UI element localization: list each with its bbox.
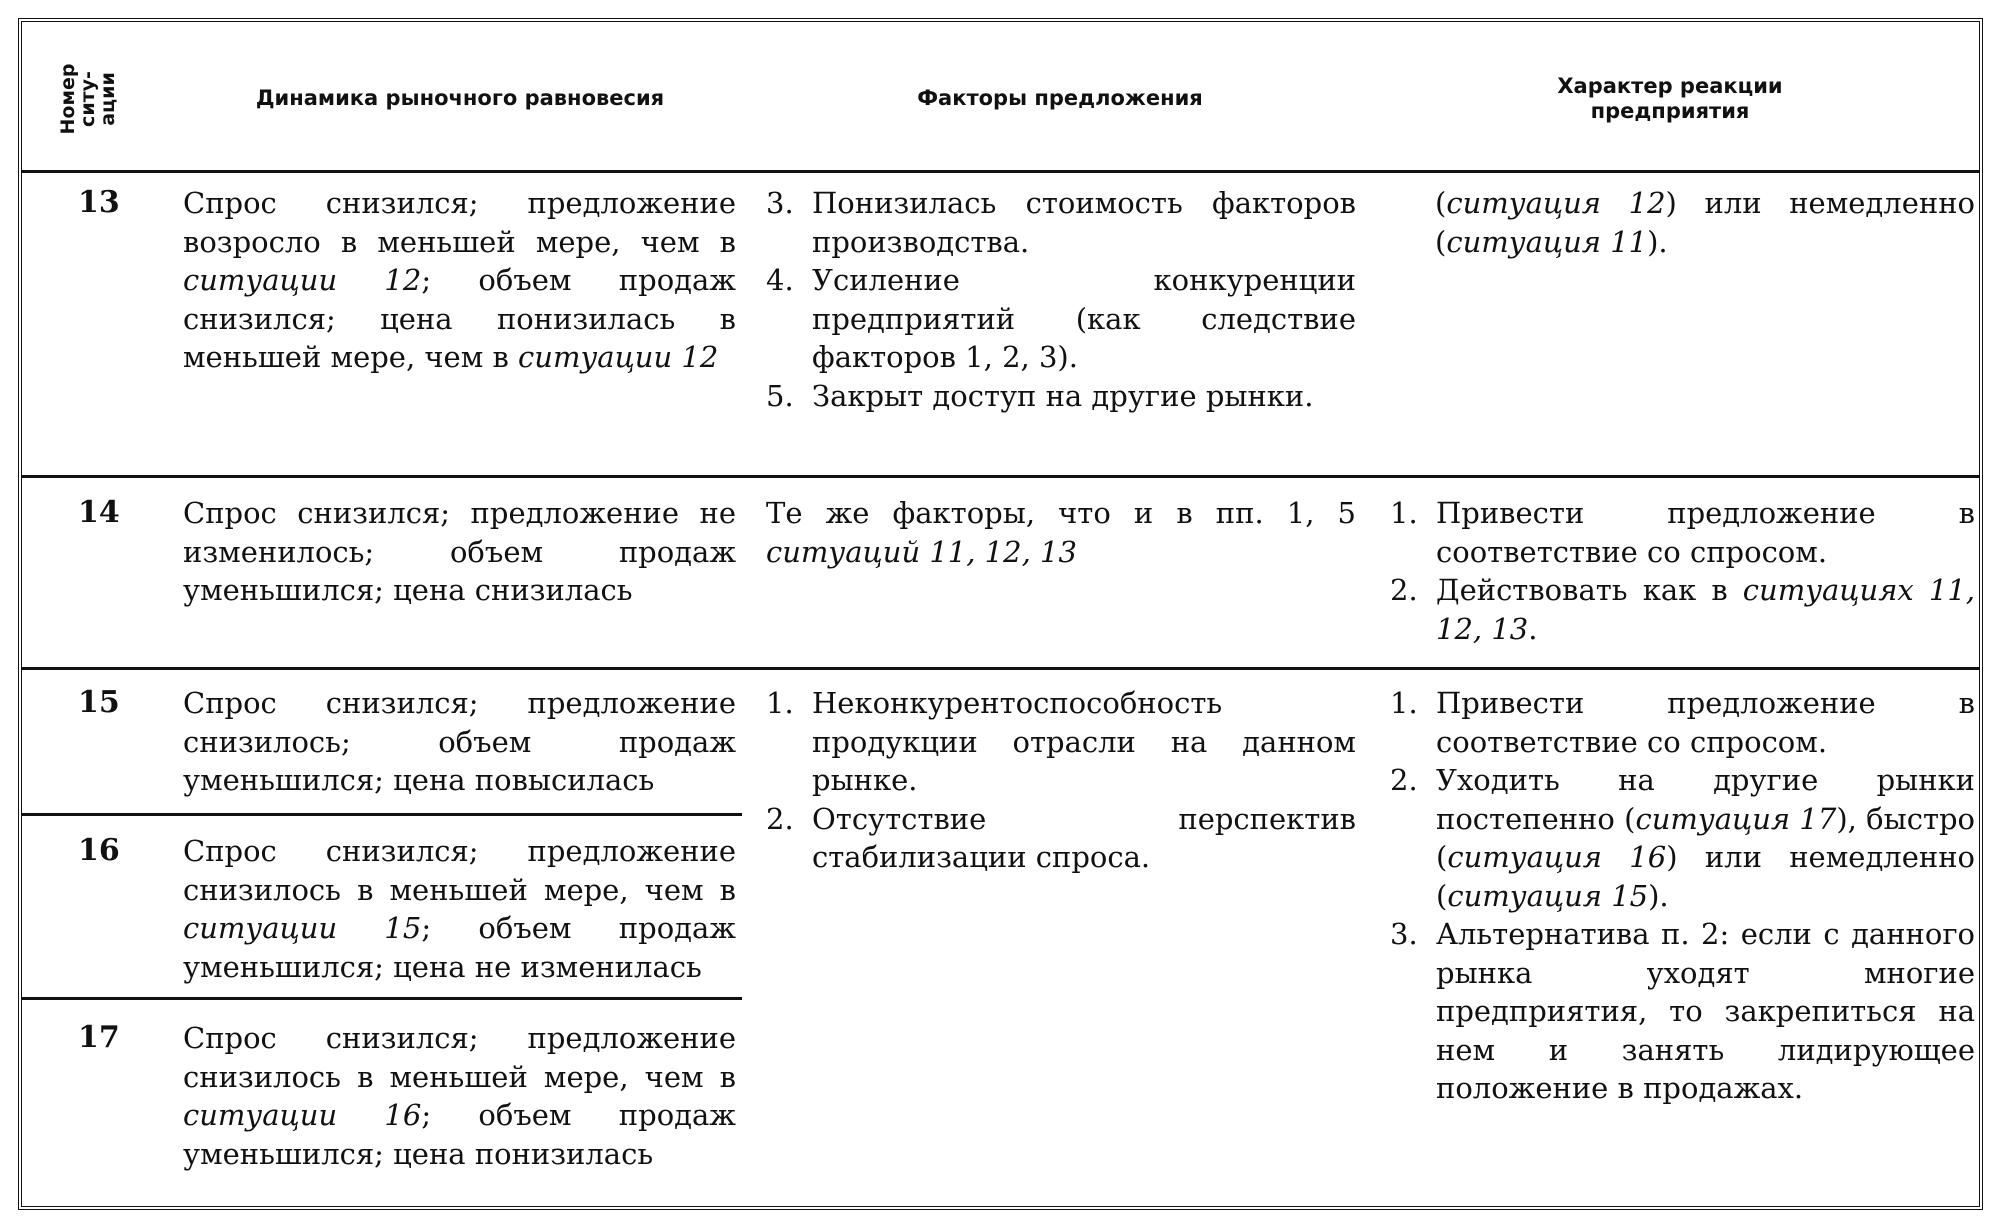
row-16-number: 16 xyxy=(78,833,120,868)
row-16-dyn-text-1: Спрос снизился; предложение снизилось в меньшей мере, чем в xyxy=(183,834,736,907)
row-14-reaction-2 xyxy=(1390,571,1975,648)
row-13-react-ref-1: ситуация 12 xyxy=(1446,186,1666,220)
list-number: 2. xyxy=(1390,763,1418,797)
list-number: 1. xyxy=(766,686,794,720)
list-text: Привести предложение в соответствие со спросом. xyxy=(1436,496,1975,569)
list-text xyxy=(1436,571,1975,648)
header-market-dynamics: Динамика рыночного равновесия xyxy=(255,86,665,110)
header-reaction-line-1: Характер реакции xyxy=(1557,74,1783,98)
header-num-line-3: ации xyxy=(97,72,119,126)
list-number: 3. xyxy=(1390,917,1418,951)
row-14-factors xyxy=(766,494,1356,571)
list-text-part: ). xyxy=(1648,878,1669,913)
rows-15-17-factor-2 xyxy=(766,800,1356,877)
list-text: Закрыт доступ на другие рынки. xyxy=(812,378,1314,413)
row-14-reaction-1 xyxy=(1390,494,1975,571)
list-number: 1. xyxy=(1390,686,1418,720)
list-text-part: ) или немедленно ( xyxy=(1436,840,1975,913)
row-16-dynamics xyxy=(183,832,736,986)
header-num-line-2: ситу- xyxy=(77,71,99,127)
rows-15-17-reaction-2 xyxy=(1390,761,1975,915)
row-13-dyn-text-2: ; объем продаж снизился; цена понизилась в меньшей мере, чем в xyxy=(183,263,736,374)
row-13-rule xyxy=(22,475,1980,478)
row-17-dyn-ref: ситуации 16 xyxy=(183,1098,422,1132)
header-situation-number xyxy=(58,60,118,138)
row-15-number: 15 xyxy=(78,685,120,720)
row-13-factor-5 xyxy=(766,377,1356,416)
row-14-number: 14 xyxy=(78,495,120,530)
row-13-reaction xyxy=(1435,184,1975,261)
list-text-part: ), быстро ( xyxy=(1436,801,1976,874)
header-enterprise-reaction xyxy=(1380,74,1960,124)
list-text: Понизилась стоимость факторов производства. xyxy=(812,186,1356,259)
list-text: Альтернатива п. 2: если с данного рынка уходят многие предприятия, то закрепиться на нем и занять лидирующее положение в продажах. xyxy=(1436,917,1975,1105)
row-15-dynamics: Спрос снизился; предложение снизилось; объем продаж уменьшился; цена повысилась xyxy=(183,686,736,797)
row-17-number: 17 xyxy=(78,1020,120,1055)
row-13-dyn-ref-1: ситуации 12 xyxy=(183,263,422,297)
rows-15-17-reaction xyxy=(1390,684,1975,1108)
row-14-factors-text: Те же факторы, что и в пп. 1, 5 xyxy=(766,496,1356,530)
list-number: 1. xyxy=(1390,496,1418,530)
list-text xyxy=(1436,761,1975,915)
list-number: 4. xyxy=(766,263,794,297)
list-number: 2. xyxy=(766,801,794,836)
header-reaction-line-2: предприятия xyxy=(1590,99,1750,123)
list-text: Усиление конкуренции предприятий (как следствие факторов 1, 2, 3). xyxy=(812,263,1356,374)
row-13-number: 13 xyxy=(78,185,120,220)
row-17-dynamics xyxy=(183,1019,736,1173)
row-13-react-ref-2: ситуация 11 xyxy=(1446,224,1648,259)
list-text-part: . xyxy=(1528,611,1538,646)
list-ref: ситуация 15 xyxy=(1447,878,1649,913)
header-num-line-1: Номер xyxy=(57,63,79,135)
list-ref: ситуация 16 xyxy=(1447,840,1667,874)
row-17-dyn-text-2: ; объем продаж уменьшился; цена понизилась xyxy=(183,1098,736,1171)
row-13-factor-4 xyxy=(766,261,1356,377)
row-14-dynamics: Спрос снизился; предложение не изменилось; объем продаж уменьшился; цена снизилась xyxy=(183,496,736,607)
row-13-react-text-3: ). xyxy=(1647,224,1668,259)
rows-15-17-reaction-1 xyxy=(1390,684,1975,761)
list-text: Отсутствие перспектив стабилизации спроса. xyxy=(812,801,1356,874)
row-13-factors xyxy=(766,184,1356,415)
list-text: Неконкурентоспособность продукции отрасли на данном рынке. xyxy=(812,686,1356,797)
list-number: 2. xyxy=(1390,573,1418,607)
row-13-dyn-ref-2: ситуации 12 xyxy=(518,340,719,374)
list-ref: ситуациях 11, 12, 13 xyxy=(1436,573,1976,646)
row-15-rule xyxy=(22,813,742,816)
row-16-rule xyxy=(22,997,742,1000)
row-13-dyn-text-1: Спрос снизился; предложение возросло в меньшей мере, чем в xyxy=(183,186,736,259)
row-16-dyn-ref: ситуации 15 xyxy=(183,911,422,945)
header-supply-factors: Факторы предложения xyxy=(917,86,1203,110)
row-13-react-text-1: ( xyxy=(1435,186,1447,220)
header-rule xyxy=(22,170,1980,173)
list-text-part: Действовать как в xyxy=(1436,573,1743,607)
rows-15-17-factors xyxy=(766,684,1356,877)
row-14-rule xyxy=(22,667,1980,670)
list-text-part: Уходить на другие рынки постепенно ( xyxy=(1436,763,1975,836)
row-14-factors-ref: ситуаций 11, 12, 13 xyxy=(766,534,1077,569)
row-13-react-text-2: ) или немедленно ( xyxy=(1435,186,1975,259)
list-number: 5. xyxy=(766,378,794,413)
list-text: Привести предложение в соответствие со спросом. xyxy=(1436,686,1975,759)
row-13-dynamics xyxy=(183,184,736,377)
row-16-dyn-text-2: ; объем продаж уменьшился; цена не изменилась xyxy=(183,911,736,984)
list-number: 3. xyxy=(766,186,794,220)
row-14-reaction xyxy=(1390,494,1975,648)
rows-15-17-reaction-3 xyxy=(1390,915,1975,1108)
list-ref: ситуация 17 xyxy=(1635,801,1837,836)
rows-15-17-factor-1 xyxy=(766,684,1356,800)
row-13-factor-3 xyxy=(766,184,1356,261)
row-17-dyn-text-1: Спрос снизился; предложение снизилось в меньшей мере, чем в xyxy=(183,1021,736,1094)
